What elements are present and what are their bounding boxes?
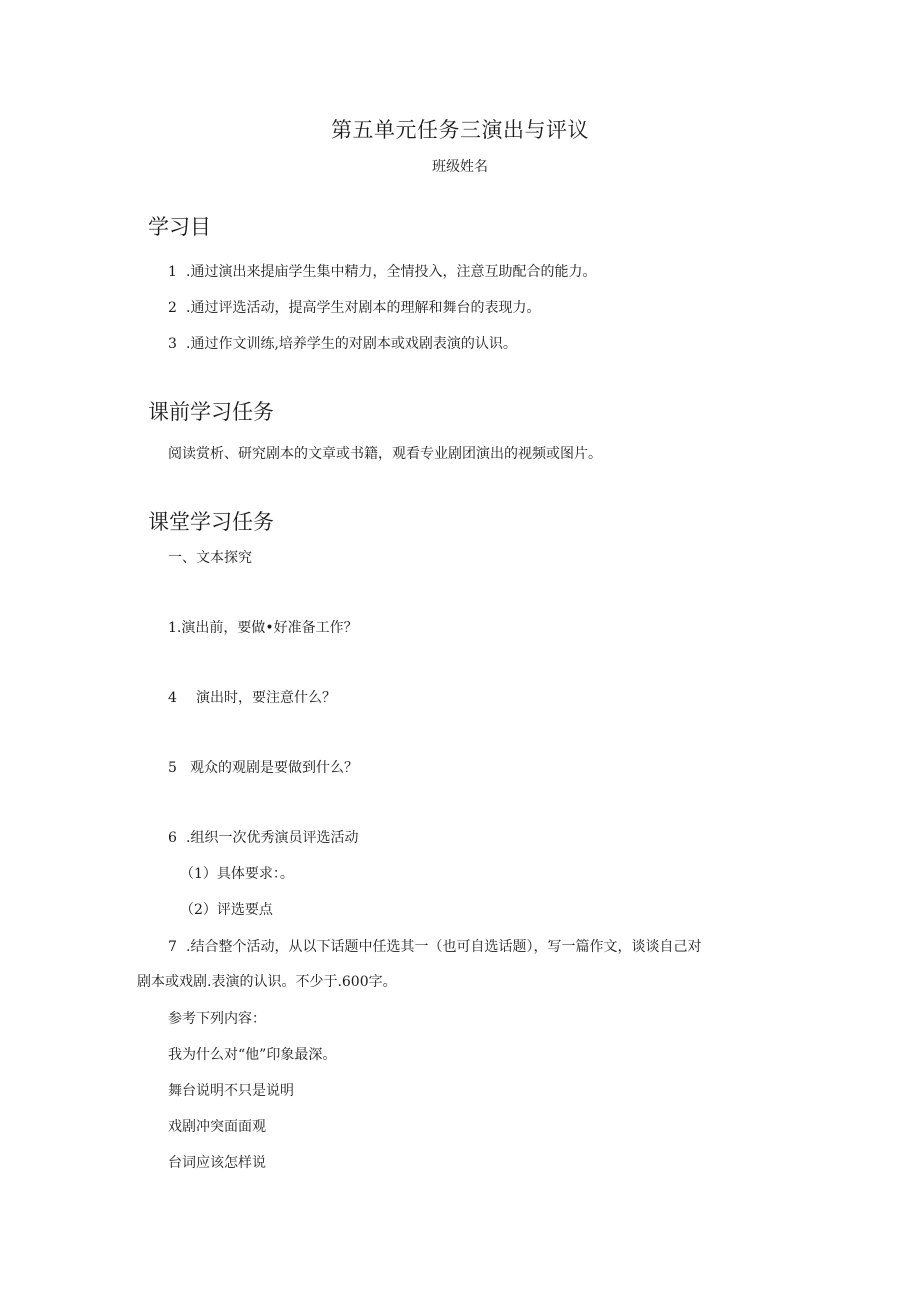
question-1: 1.演出前，要做•好准备工作？ bbox=[168, 620, 358, 636]
topic-item-3: 戏剧冲突面面观 bbox=[168, 1119, 266, 1135]
topic-item-1: 我为什么对“他”印象最深。 bbox=[168, 1047, 337, 1063]
question-6-subitem-2: （2）评选要点 bbox=[180, 902, 273, 918]
question-6-subitem-1: （1）具体要求：。 bbox=[180, 866, 294, 882]
question-5 bbox=[168, 757, 358, 777]
question-text: .组织一次优秀演员评选活动 bbox=[186, 830, 359, 846]
question-6 bbox=[168, 827, 358, 847]
question-7-continued: 剧本或戏剧.表演的认识。不少于.600字。 bbox=[137, 974, 397, 990]
topic-item-2: 舞台说明不只是说明 bbox=[168, 1083, 294, 1099]
question-text: 演出时，要注意什么？ bbox=[196, 690, 336, 706]
objective-item-3 bbox=[168, 333, 517, 353]
question-number: 6 bbox=[168, 830, 177, 846]
section-heading-inclass: 课堂学习任务 bbox=[148, 510, 274, 534]
question-number: 7 bbox=[168, 939, 177, 955]
question-number: 4 bbox=[168, 690, 177, 706]
preclass-task: 阅读赏析、研究剧本的文章或书籍，观看专业剧团演出的视频或图片。 bbox=[168, 446, 602, 462]
topic-item-4: 台词应该怎样说 bbox=[168, 1155, 266, 1171]
objective-item-1 bbox=[168, 261, 596, 281]
reference-label: 参考下列内容： bbox=[168, 1011, 266, 1027]
question-4 bbox=[168, 687, 336, 707]
question-text: .结合整个活动，从以下话题中任选其一（也可自选话题），写一篇作文，谈谈自己对 bbox=[186, 939, 702, 955]
objective-item-2 bbox=[168, 297, 540, 317]
section-heading-preclass: 课前学习任务 bbox=[148, 400, 274, 424]
objective-number: 2 bbox=[168, 300, 177, 316]
section-heading-objectives: 学习目 bbox=[148, 215, 211, 239]
objective-text: .通过作文训练,培养学生的对剧本或戏剧表演的认识。 bbox=[186, 336, 517, 352]
part-one-heading: 一、文本探究 bbox=[168, 550, 252, 566]
question-text: 观众的观剧是要做到什么？ bbox=[190, 760, 358, 776]
objective-number: 3 bbox=[168, 336, 177, 352]
document-title: 第五单元任务三演出与评议 bbox=[331, 118, 589, 142]
class-name-line: 班级姓名 bbox=[432, 159, 488, 175]
question-number: 5 bbox=[168, 760, 177, 776]
objective-text: .通过评选活动，提高学生对剧本的理解和舞台的表现力。 bbox=[186, 300, 541, 316]
objective-number: 1 bbox=[168, 264, 177, 280]
question-7 bbox=[168, 936, 701, 956]
objective-text: .通过演出来提庙学生集中精力，全情投入，注意互助配合的能力。 bbox=[186, 264, 597, 280]
